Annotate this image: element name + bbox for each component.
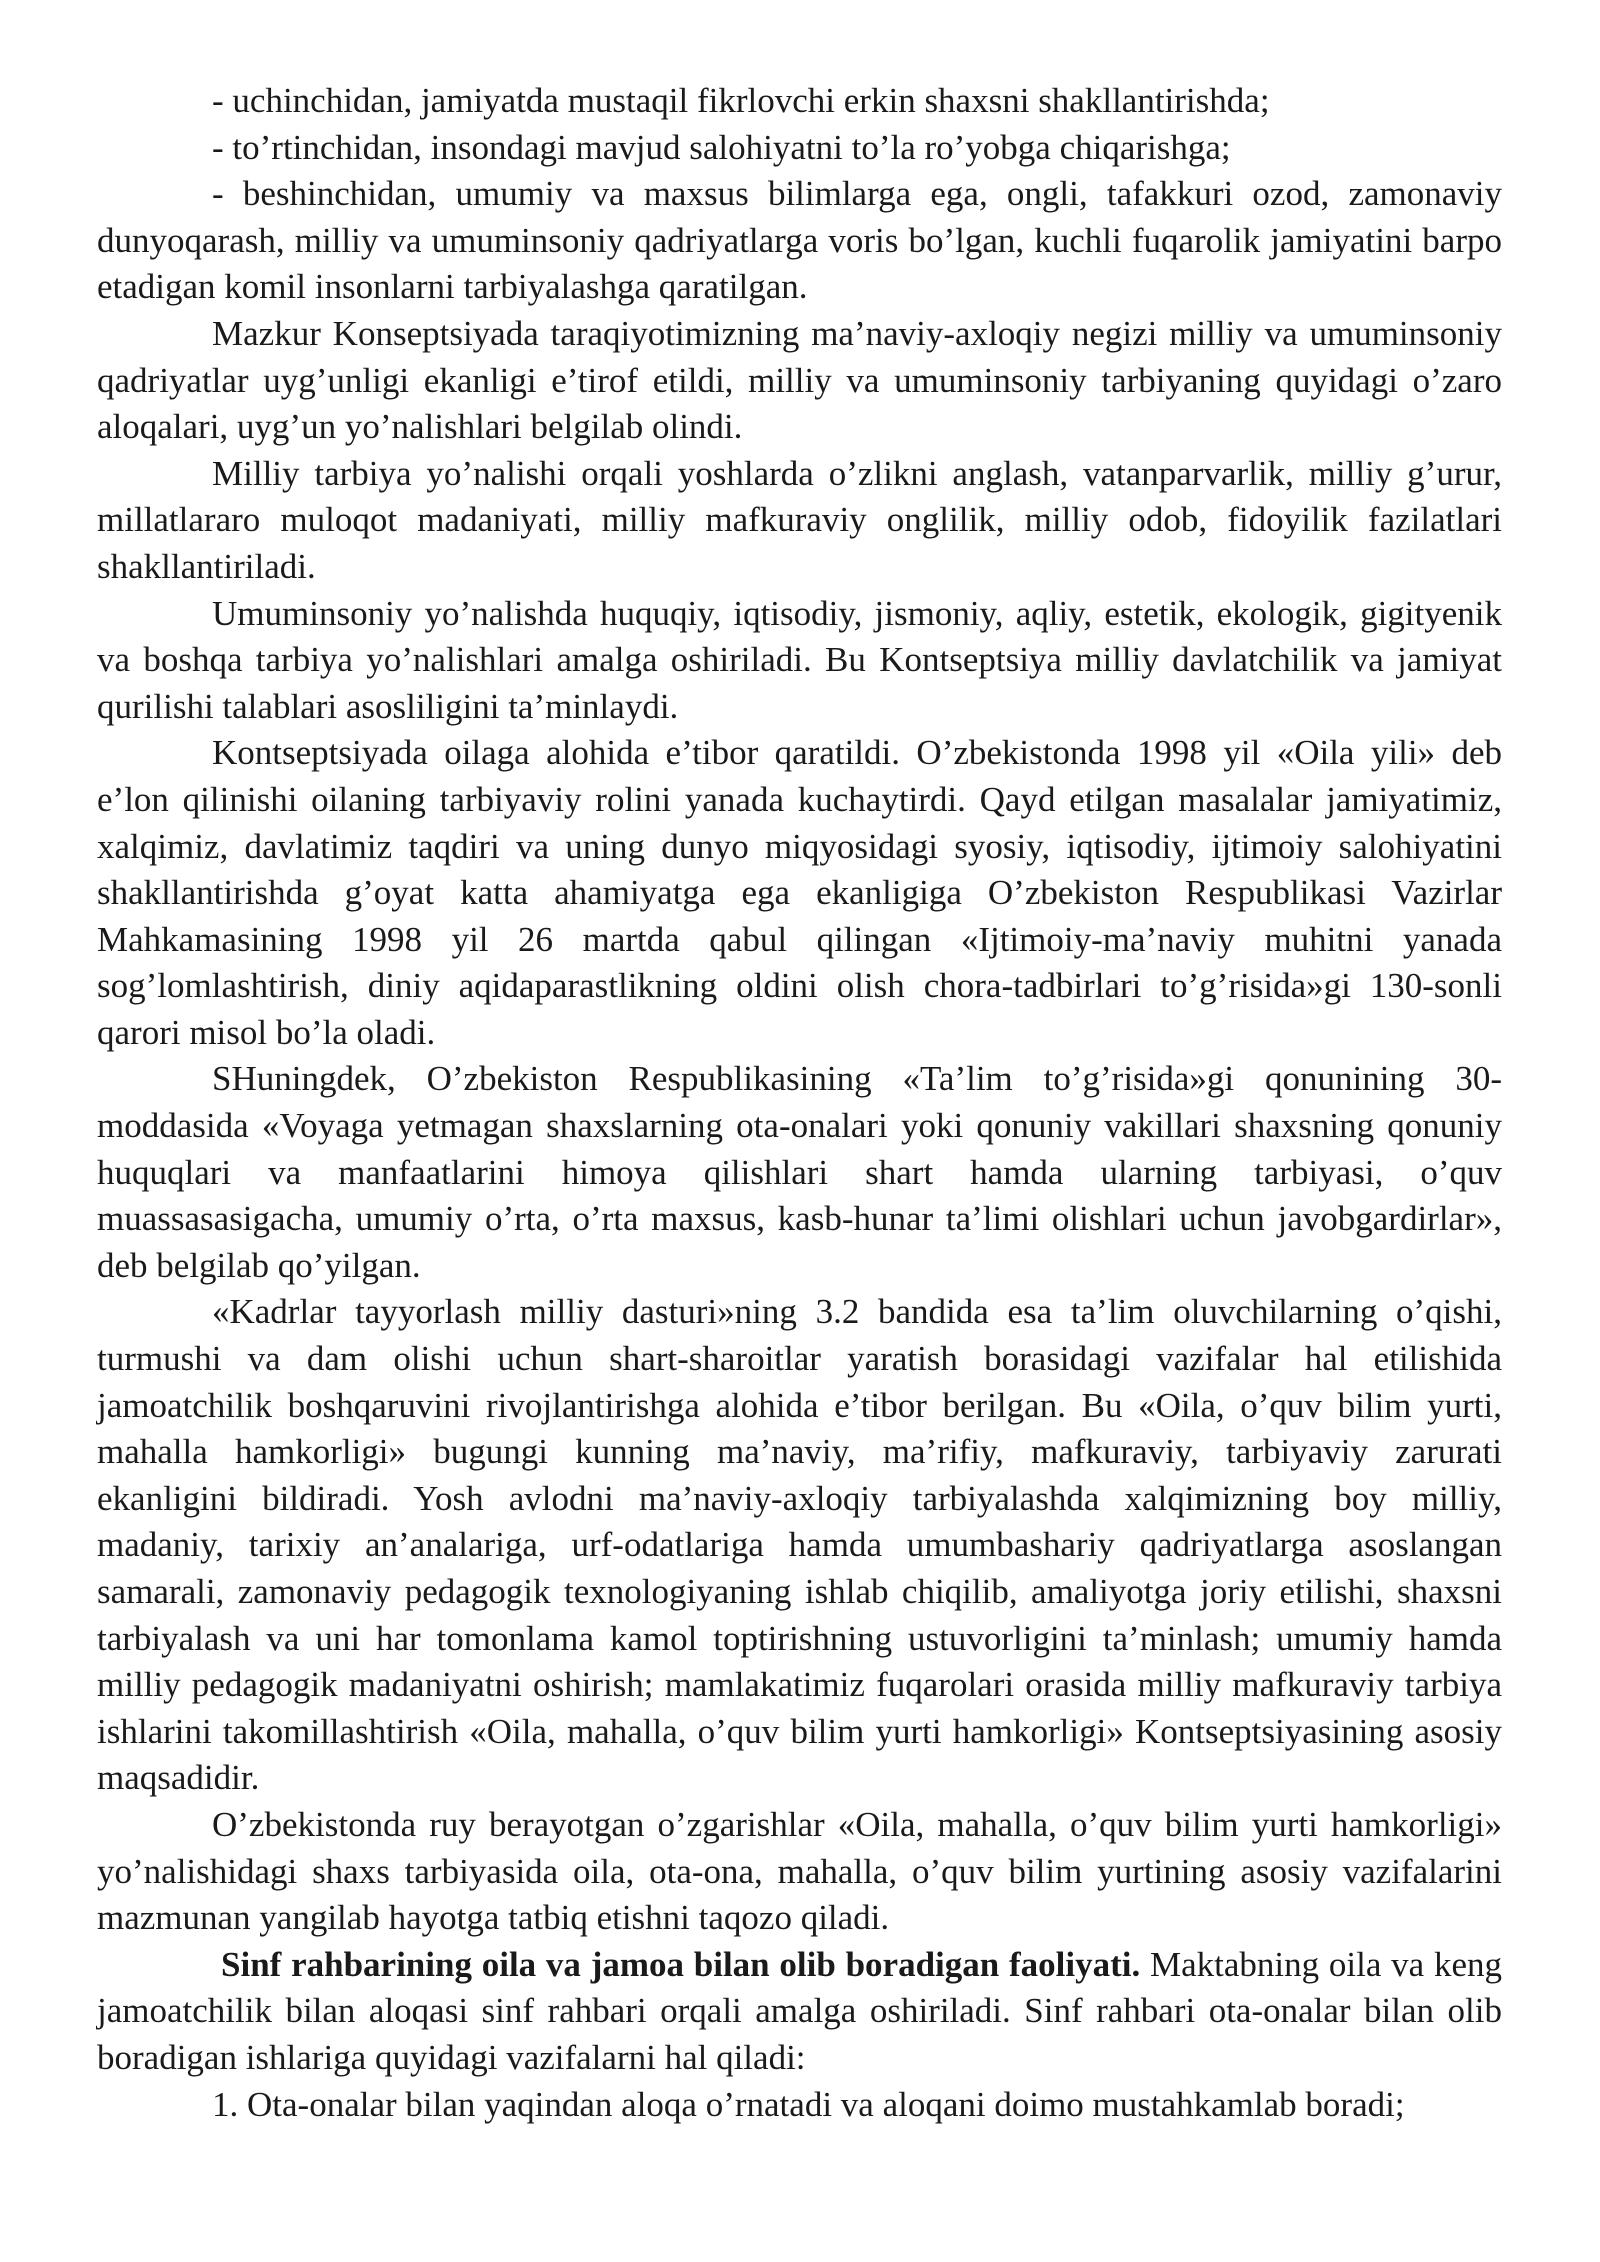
paragraph: - uchinchidan, jamiyatda mustaqil fikrlovchi erkin shaxsni shakllantirishda; bbox=[212, 81, 1270, 120]
section-heading: Sinf rahbarining oila va jamoa bilan olib boradigan faoliyati. bbox=[221, 1944, 1141, 1984]
paragraph: Kontseptsiyada oilaga alohida e’tibor qaratildi. O’zbekistonda 1998 yil «Oila yili» deb e’lon qilinishi oilaning tarbiyaviy rolini yanada kuchaytirdi. Qayd etilgan masalalar jamiyatimiz, xalqimiz, davlatimiz taqdiri va uning dunyo miqyosidagi syosiy, iqtisodiy, ijtimoiy salohiyatini shakllantirishda g’oyat katta ahamiyatga ega ekanligiga O’zbekiston Respublikasi Vazirlar Mahkamasining 1998 yil 26 martda qabul qilingan «Ijtimoiy-ma’naviy muhitni yanada sog’lomlashtirish, diniy aqidaparastlikning oldini olish chora-tadbirlari to’g’risida»gi 130-sonli qarori misol bo’la oladi. bbox=[97, 733, 1502, 1052]
paragraph: Milliy tarbiya yo’nalishi orqali yoshlarda o’zlikni anglash, vatanparvarlik, milliy g’urur, millatlararo muloqot madaniyati, milliy mafkuraviy onglilik, milliy odob, fidoyilik fazilatlari shakllantiriladi. bbox=[97, 453, 1502, 586]
document-page bbox=[97, 78, 1502, 2128]
paragraph: 1. Ota-onalar bilan yaqindan aloqa o’rnatadi va aloqani doimo mustahkamlab boradi; bbox=[212, 2084, 1405, 2124]
paragraph: - beshinchidan, umumiy va maxsus bilimlarga ega, ongli, tafakkuri ozod, zamonaviy dunyoqarash, milliy va umuminsoniy qadriyatlarga voris bo’lgan, kuchli fuqarolik jamiyatini barpo etadigan komil insonlarni tarbiyalashga qaratilgan. bbox=[97, 174, 1502, 307]
paragraph: O’zbekistonda ruy berayotgan o’zgarishlar «Oila, mahalla, o’quv bilim yurti hamkorligi» yo’nalishidagi shaxs tarbiyasida oila, ota-ona, mahalla, o’quv bilim yurtining asosiy vazifalarini mazmunan yangilab hayotga tatbiq etishni taqozo qiladi. bbox=[97, 1804, 1502, 1938]
paragraph-text: Maktabning oila va keng jamoatchilik bilan aloqasi sinf rahbari orqali amalga oshiriladi. Sinf rahbari ota-onalar bilan olib boradigan ishlariga quyidagi vazifalarni hal qiladi: bbox=[97, 1944, 1502, 2077]
paragraph: Mazkur Konseptsiyada taraqiyotimizning ma’naviy-axloqiy negizi milliy va umuminsoniy qadriyatlar uyg’unligi ekanligi e’tirof etildi, milliy va umuminsoniy tarbiyaning quyidagi o’zaro aloqalari, uyg’un yo’nalishlari belgilab olindi. bbox=[97, 313, 1502, 447]
paragraph: «Kadrlar tayyorlash milliy dasturi»ning 3.2 bandida esa ta’lim oluvchilarning o’qishi, turmushi va dam olishi uchun shart-sharoitlar yaratish borasidagi vazifalar hal etilishida jamoatchilik boshqaruvini rivojlantirishga alohida e’tibor berilgan. Bu «Oila, o’quv bilim yurti, mahalla hamkorligi» bugungi kunning ma’naviy, ma’rifiy, mafkuraviy, tarbiyaviy zarurati ekanligini bildiradi. Yosh avlodni ma’naviy-axloqiy tarbiyalashda xalqimizning boy milliy, madaniy, tarixiy an’analariga, urf-odatlariga hamda umumbashariy qadriyatlarga asoslangan samarali, zamonaviy pedagogik texnologiyaning ishlab chiqilib, amaliyotga joriy etilishi, shaxsni tarbiyalash va uni har tomonlama kamol toptirishning ustuvorligini ta’minlash; umumiy hamda milliy pedagogik madaniyatni oshirish; mamlakatimiz fuqarolari orasida milliy mafkuraviy tarbiya ishlarini takomillashtirish «Oila, mahalla, o’quv bilim yurti hamkorligi» Kontseptsiyasining asosiy maqsadidir. bbox=[97, 1292, 1502, 1798]
paragraph: - to’rtinchidan, insondagi mavjud salohiyatni to’la ro’yobga chiqarishga; bbox=[212, 127, 1231, 167]
paragraph: SHuningdek, O’zbekiston Respublikasining «Ta’lim to’g’risida»gi qonunining 30-moddasida «Voyaga yetmagan shaxslarning ota-onalari yoki qonuniy vakillari shaxsning qonuniy huquqlari va manfaatlarini himoya qilishlari shart hamda ularning tarbiyasi, o’quv muassasasigacha, umumiy o’rta, o’rta maxsus, kasb-hunar ta’limi olishlari uchun javobgardirlar», deb belgilab qo’yilgan. bbox=[97, 1059, 1502, 1285]
paragraph: Umuminsoniy yo’nalishda huquqiy, iqtisodiy, jismoniy, aqliy, estetik, ekologik, gigityenik va boshqa tarbiya yo’nalishlari amalga oshiriladi. Bu Kontseptsiya milliy davlatchilik va jamiyat qurilishi talablari asosliligini ta’minlaydi. bbox=[97, 593, 1502, 726]
paragraph-with-heading bbox=[97, 1942, 1502, 2082]
